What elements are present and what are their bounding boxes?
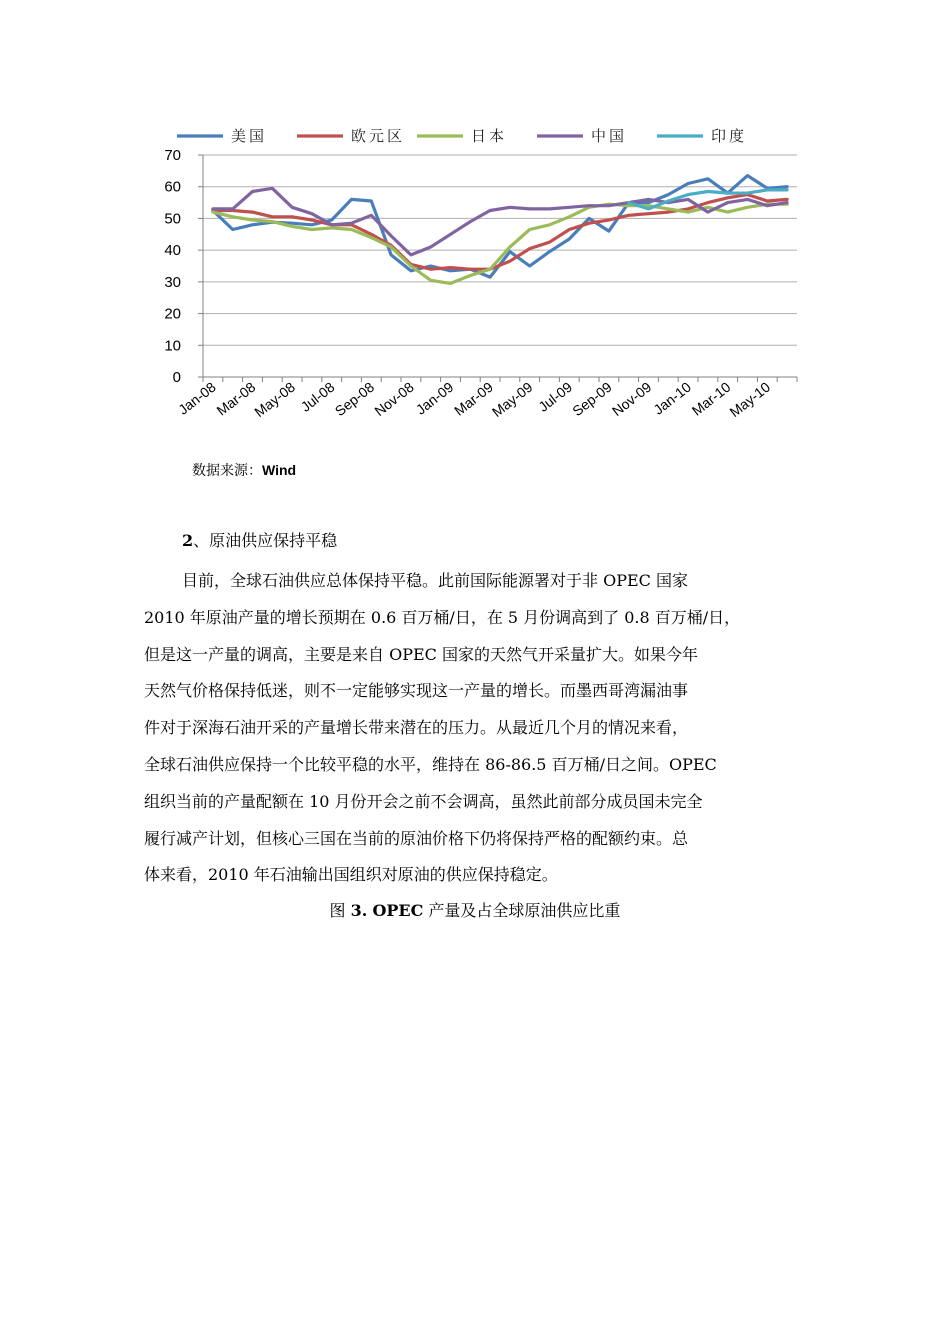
section-separator: 、 bbox=[193, 531, 210, 550]
y-tick-label: 40 bbox=[164, 242, 181, 260]
section-title: 原油供应保持平稳 bbox=[209, 531, 338, 550]
paragraph-line: 组织当前的产量配额在 10 月份开会之前不会调高，虽然此前部分成员国未完全 bbox=[144, 791, 703, 811]
x-tick-label: May-08 bbox=[251, 378, 298, 421]
paragraph-line: 天然气价格保持低迷，则不一定能够实现这一产量的增长。而墨西哥湾漏油事 bbox=[144, 681, 689, 701]
series-line bbox=[213, 204, 787, 283]
x-tick-label: Nov-08 bbox=[371, 378, 417, 420]
series-line bbox=[213, 188, 787, 255]
y-tick-label: 0 bbox=[172, 369, 181, 386]
section-heading bbox=[182, 528, 337, 551]
y-tick-label: 50 bbox=[164, 210, 181, 228]
y-tick-label: 20 bbox=[164, 305, 181, 323]
caption-number: 3. bbox=[350, 901, 368, 920]
paragraph-line: 件对于深海石油开采的产量增长带来潜在的压力。从最近几个月的情况来看， bbox=[144, 718, 689, 738]
x-tick-label: Mar-08 bbox=[213, 378, 259, 419]
x-tick-label: May-10 bbox=[726, 378, 774, 421]
caption-prefix: 图 bbox=[329, 901, 351, 920]
y-axis-ticks bbox=[164, 147, 203, 386]
legend-label: 美国 bbox=[231, 127, 268, 145]
body-paragraph bbox=[144, 563, 814, 894]
y-tick-label: 70 bbox=[164, 147, 181, 164]
x-tick-label: Jul-08 bbox=[297, 378, 338, 415]
pmi-line-chart bbox=[155, 118, 815, 453]
data-source-note bbox=[192, 460, 296, 480]
x-axis-ticks bbox=[175, 377, 797, 420]
x-tick-label: Mar-09 bbox=[451, 378, 496, 419]
chart-legend bbox=[177, 127, 747, 145]
figure-caption bbox=[0, 898, 950, 921]
y-tick-label: 10 bbox=[164, 337, 181, 355]
x-tick-label: Sep-08 bbox=[331, 378, 378, 420]
caption-rest: 产量及占全球原油供应比重 bbox=[423, 901, 621, 920]
y-tick-label: 60 bbox=[164, 178, 181, 196]
caption-bold: OPEC bbox=[372, 901, 424, 920]
paragraph-line: 体来看，2010 年石油输出国组织对原油的供应保持稳定。 bbox=[144, 865, 558, 885]
x-tick-label: Jan-10 bbox=[650, 378, 694, 418]
source-label: 数据来源： bbox=[192, 463, 262, 479]
x-tick-label: Jan-09 bbox=[412, 378, 457, 418]
paragraph-line: 全球石油供应保持一个比较平稳的水平，维持在 86-86.5 百万桶/日之间。OPEC bbox=[144, 754, 717, 774]
y-tick-label: 30 bbox=[164, 273, 181, 291]
legend-label: 日本 bbox=[471, 127, 508, 145]
source-value: Wind bbox=[262, 462, 297, 478]
chart-gridlines bbox=[203, 155, 797, 345]
section-number: 2 bbox=[182, 531, 194, 550]
paragraph-line: 目前，全球石油供应总体保持平稳。此前国际能源署对于非 OPEC 国家 bbox=[182, 571, 688, 590]
x-tick-label: Jan-08 bbox=[175, 378, 219, 418]
x-tick-label: Jul-09 bbox=[535, 378, 576, 415]
legend-label: 欧元区 bbox=[351, 127, 406, 145]
x-tick-label: May-09 bbox=[488, 378, 536, 421]
x-tick-label: Mar-10 bbox=[688, 378, 734, 419]
legend-label: 中国 bbox=[591, 127, 628, 145]
paragraph-line: 2010 年原油产量的增长预期在 0.6 百万桶/日，在 5 月份调高到了 0.8 百万桶/日， bbox=[144, 607, 741, 627]
x-tick-label: Nov-09 bbox=[608, 378, 655, 420]
chart-series bbox=[213, 176, 787, 284]
legend-label: 印度 bbox=[711, 127, 748, 145]
paragraph-line: 履行减产计划，但核心三国在当前的原油价格下仍将保持严格的配额约束。总 bbox=[144, 828, 689, 848]
paragraph-line: 但是这一产量的调高，主要是来自 OPEC 国家的天然气开采量扩大。如果今年 bbox=[144, 644, 698, 664]
x-tick-label: Sep-09 bbox=[569, 378, 615, 420]
